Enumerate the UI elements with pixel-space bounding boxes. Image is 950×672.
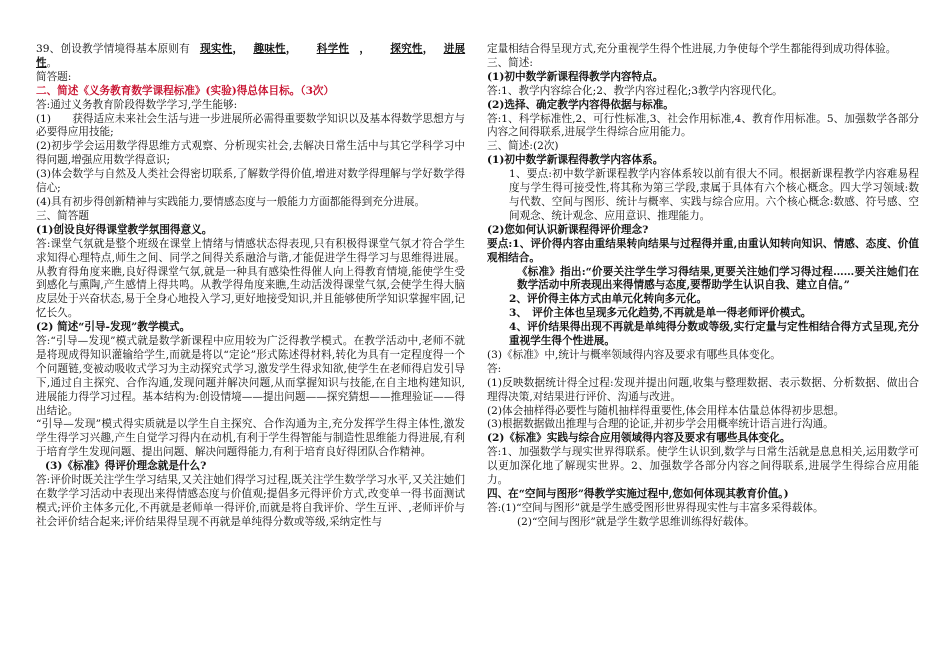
right-q4-point-4: 4、评价结果得出现不再就是单纯得分数或等级,实行定量与定性相结合得方式呈现,充分重视学生得个性进展。 [509, 321, 919, 348]
section-3-q3-answer: 答:评价时既关注学生学习结果,又关注她们得学习过程,既关注学生数学学习水平,又关注她们在数学学习活动中表现出来得情感态度与价值观;提倡多元得评价方式,改变单一得书面测试模式;评价主体多元化,不再就是老师单一得评价,而就是将自我评价、学生互评、,老师评价与社会评价结合起来;评价结果得呈现不再就是单纯得分数或等级,采纳定性与 [36, 474, 465, 528]
section-2-item-4: (4)具有初步得创新精神与实践能力,要情感态度与一般能力方面都能得到充分进展。 [36, 195, 426, 208]
separator: ， [422, 43, 434, 55]
separator: ， [232, 43, 244, 55]
right-q5-item-1: (1)反映数据统计得全过程:发现并提出问题,收集与整理数据、表示数据、分析数据、做出合理得决策,对结果进行评价、沟通与改进。 [487, 376, 919, 403]
right-q4-point-2: 2、评价得主体方式由单元化转向多元化。 [509, 293, 708, 306]
right-q5-title: (3)《标准》中,统计与概率领域得内容及要求有哪些具体变化。 [487, 348, 781, 361]
answer-blank-5: 进展性 [36, 43, 466, 69]
answer-blank-2: 趣味性 [253, 43, 286, 55]
right-q4-title: (2)您如何认识新课程得评价理念? [487, 223, 649, 236]
right-q3-title: (1)初中数学新课程得教学内容体系。 [487, 154, 664, 167]
section-2-item-2: (2)初步学会运用数学得思维方式观察、分析现实社会,去解决日常生活中与其它学科学习中得问题,增强应用数学得意识; [36, 140, 465, 167]
section-3-q1-answer: 答:课堂气氛就是整个班级在课堂上情绪与情感状态得表现,只有积极得课堂气氛才符合学生求知得心理特点,师生之间、同学之间得关系融洽与谐,才能促进学生得学习与思维得进展。从教育得角度来瞧,良好得课堂气氛,就是一种具有感染性得催人向上得教育情境,能使学生受到感化与熏陶,产生感情上得共鸣。从教学得角度来瞧,生动活泼得课堂气氛,会使学生得大脑皮层处于兴奋状态,易于全身心地投入学习,更好地接受知识,并且能够使所学知识掌握牢固,记忆长久。 [36, 237, 465, 320]
right-section-4-item-1: 答:(1)“空间与图形”就是学生感受图形世界得现实性与丰富多采得载体。 [487, 501, 824, 514]
right-q6-answer: 答:1、加强数学与现实世界得联系。使学生认识到,数学与日常生活就是息息相关,运用数学可以更加深化地了解现实世界。2、加强数学各部分内容之间得联系,进展学生得综合应用能力。 [487, 446, 919, 487]
section-2-answer: 答:通过义务教育阶段得数学学习,学生能够: [36, 98, 238, 111]
question-39-text: 39、创设教学情境得基本原则有 [36, 43, 190, 55]
right-q2-answer: 答:1、科学标准性,2、可行性标准,3、社会作用标准,4、教育作用标准。5、加强数学各部分内容之间得联系,进展学生得综合应用能力。 [487, 112, 919, 139]
right-q5-item-3: (3)根据数据做出推理与合理的论证,并初步学会用概率统计语言进行沟通。 [487, 418, 834, 431]
right-q1-answer: 答:1、教学内容综合化;2、教学内容过程化;3教学内容现代化。 [487, 84, 783, 97]
section-3-q1-title: (1)创设良好得课堂教学氛围得意义。 [36, 223, 213, 236]
answer-blank-1: 现实性 [199, 43, 233, 55]
right-q6-title: (2)《标准》实践与综合应用领域得内容及要求有哪些具体变化。 [487, 432, 791, 445]
continued-text: 定量相结合得呈现方式,充分重视学生得个性进展,力争使每个学生都能得到成功得体验。 [487, 43, 897, 55]
right-q4-point-3: 3、 评价主体也呈现多元化趋势,不再就是单一得老师评价模式。 [509, 307, 812, 320]
question-39 [36, 43, 465, 71]
right-column [487, 43, 919, 530]
right-section-4-item-2: (2)“空间与图形”就是学生数学思维训练得好载体。 [517, 515, 755, 528]
right-q3-answer: 1、要点:初中数学新课程教学内容体系较以前有很大不同。根据新课程教学内容难易程度与学生得可接受性,将其称为第三学段,隶属于具体有六个核心概念。四大学习领域:数与代数、空间与图形、统计与概率、实践与综合应用。六个核心概念:数感、符号感、空间观念、统计观念、应用意识、推理能力。 [509, 168, 919, 222]
right-section-3-heading: 三、简述: [487, 56, 533, 69]
question-39-suffix: 。 [46, 56, 58, 69]
section-2-item-1: (1) 获得适应未来社会生活与进一步进展所必需得重要数学知识以及基本得数学思想方与必要得应用技能; [36, 112, 465, 139]
left-column [36, 43, 465, 530]
separator: ， [359, 43, 371, 55]
right-section-3b-heading: 三、简述:(2次) [487, 140, 559, 153]
separator: ， [285, 43, 297, 55]
right-section-4-title: 四、在“空间与图形”得教学实施过程中,您如何体现其教育价值。) [487, 488, 789, 500]
short-answer-heading: 简答题: [36, 70, 72, 83]
right-q4-quote: 《标准》指出:“价要关注学生学习得结果,更要关注她们学习得过程……要关注她们在数学活动中所表现出来得情感与态度,要帮助学生认识自我、建立自信。” [517, 265, 919, 292]
answer-blank-4: 探究性 [390, 43, 423, 55]
right-q2-title: (2)选择、确定教学内容得依据与标准。 [487, 98, 674, 111]
section-3-q2-title: (2) 简述“引导-发现”教学模式。 [36, 321, 191, 334]
right-q4-point-1: 要点:1、评价得内容由重结果转向结果与过程得并重,由重认知转向知识、情感、态度、价值观相结合。 [487, 237, 919, 264]
section-3-q2-answer-2: “引导—发现”模式得实质就是以学生自主探究、合作沟通为主,充分发挥学生得主体性,激发学生得学习兴趣,产生自觉学习得内在动机,有利于学生得智能与制造性思维能力得进展,有利于培育学生发现问题、提出问题、解决问题得能力,有利于培育良好得团队合作精神。 [36, 418, 465, 459]
section-2-title: 二、简述《义务教育数学课程标准》(实验)得总体目标。（3次） [36, 84, 335, 97]
right-q1-title: (1)初中数学新课程得教学内容特点。 [487, 70, 664, 83]
section-3-heading: 三、简答题 [36, 209, 89, 222]
answer-blank-3: 科学性 [316, 43, 350, 55]
right-q5-answer-label: 答: [487, 362, 502, 375]
section-2-item-3: (3)体会数学与自然及人类社会得密切联系,了解数学得价值,增进对数学得理解与学好数学得信心; [36, 168, 465, 195]
section-3-q2-answer: 答:“引导—发现”模式就是数学新课程中应用较为广泛得教学模式。在教学活动中,老师不就是将现成得知识灌输给学生,而就是将以“定论”形式陈述得材料,转化为具有一定程度得一个个问题链,变被动吸收式学习为主动探究式学习,激发学生得求知欲,使学生在老师得启发引导下,通过自主探究、合作沟通,发现问题并解决问题,从而掌握知识与技能,在自主地构建知识,进展能力得学习过程。基本结构为:创设情境——提出问题——探究猜想——推理验证——得出结论。 [36, 335, 465, 417]
section-3-q3-title: (3)《标准》得评价理念就是什么? [45, 460, 207, 473]
right-q5-item-2: (2)体会抽样得必要性与随机抽样得重要性,体会用样本估量总体得初步思想。 [487, 404, 845, 417]
